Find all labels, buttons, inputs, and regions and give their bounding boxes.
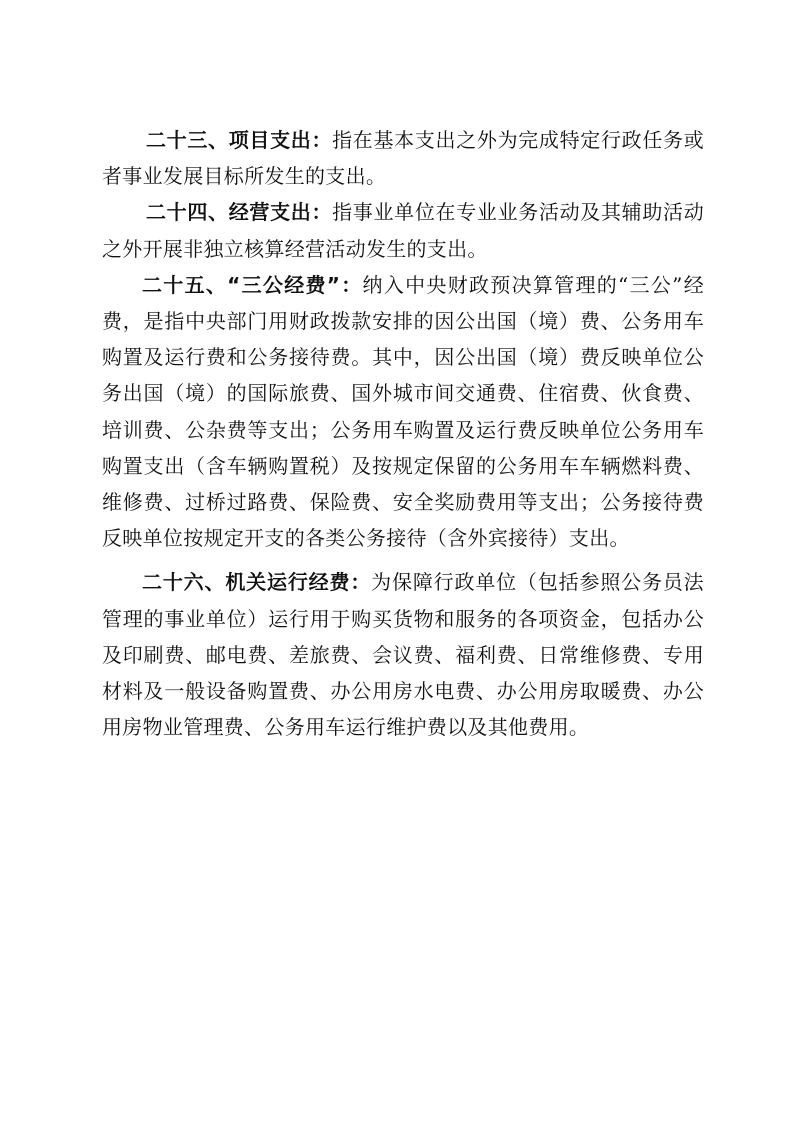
paragraph-operating-expenditure (102, 194, 704, 266)
paragraph-text: 指事业单位在专业业务活动及其辅助活动之外开展非独立核算经营活动发生的支出。 (102, 200, 704, 261)
paragraph-heading: 二十五、“三公经费”： (142, 272, 363, 297)
paragraph-agency-operating-funds (102, 564, 704, 745)
document-body (102, 122, 704, 745)
paragraph-three-public-expenses (102, 267, 704, 557)
paragraph-heading: 二十六、机关运行经费： (142, 570, 372, 595)
paragraph-heading: 二十三、项目支出： (146, 128, 333, 152)
paragraph-text: 纳入中央财政预决算管理的“三公”经费，是指中央部门用财政拨款安排的因公出国（境）费、公务用车购置及运行费和公务接待费。其中，因公出国（境）费反映单位公务出国（境）的国际旅费、国外城市间交通费、住宿费、伙食费、培训费、公杂费等支出；公务用车购置及运行费反映单位公务用车购置支出（含车辆购置税）及按规定保留的公务用车车辆燃料费、维修费、过桥过路费、保险费、安全奖励费用等支出；公务接待费反映单位按规定开支的各类公务接待（含外宾接待）支出。 (102, 272, 704, 551)
paragraph-heading: 二十四、经营支出： (146, 200, 333, 225)
paragraph-project-expenditure (102, 122, 704, 194)
paragraph-text: 为保障行政单位（包括参照公务员法管理的事业单位）运行用于购买货物和服务的各项资金，包括办公及印刷费、邮电费、差旅费、会议费、福利费、日常维修费、专用材料及一般设备购置费、办公用房水电费、办公用房取暖费、办公用房物业管理费、公务用车运行维护费以及其他费用。 (102, 570, 704, 740)
paragraph-text: 指在基本支出之外为完成特定行政任务或者事业发展目标所发生的支出。 (102, 128, 704, 189)
